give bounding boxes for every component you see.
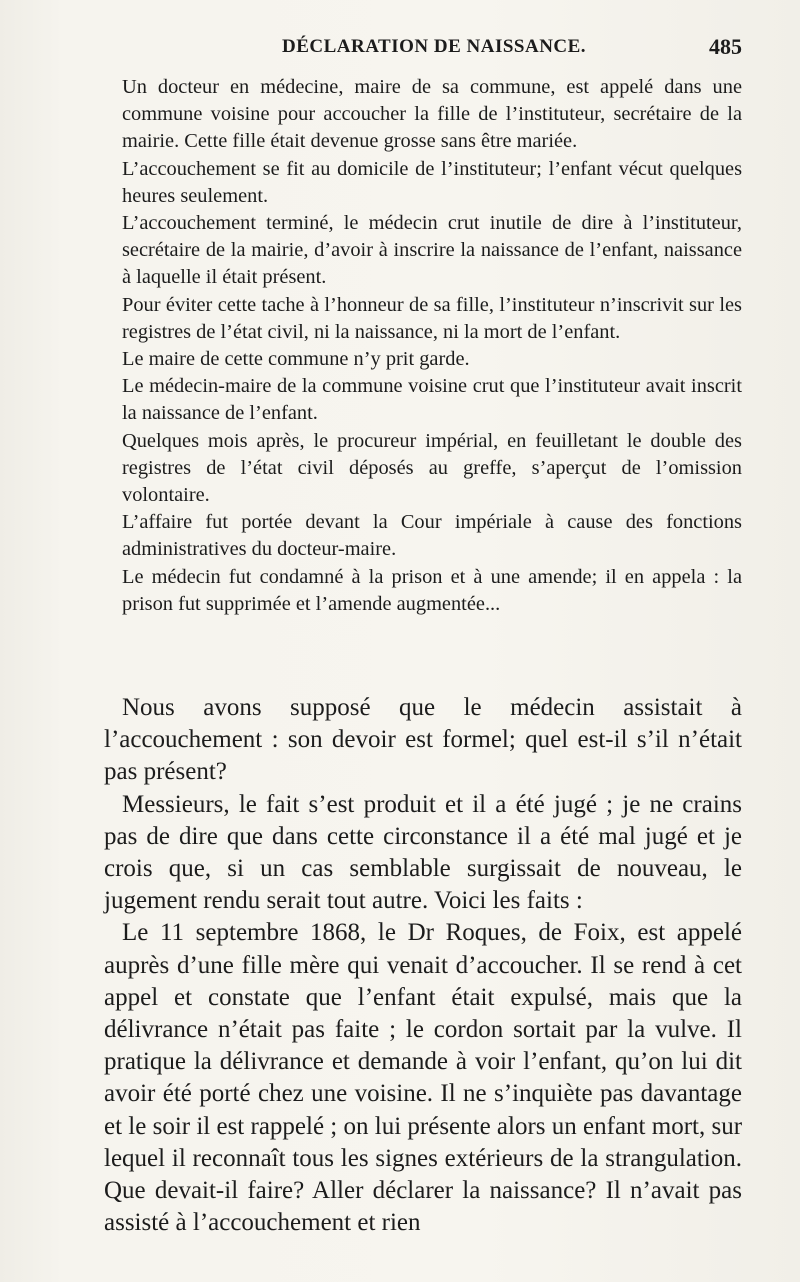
paragraph: L’accouchement se fit au domicile de l’instituteur; l’enfant vécut quelques heures seulement. (122, 157, 742, 207)
main-text-large-type (104, 692, 742, 1239)
paragraph: Le maire de cette commune n’y prit garde. (122, 348, 470, 371)
paragraph: Le médecin-maire de la commune voisine crut que l’instituteur avait inscrit la naissance de l’enfant. (122, 375, 742, 425)
paragraph: Pour éviter cette tache à l’honneur de sa fille, l’instituteur n’inscrivit sur les registres de l’état civil, ni la naissance, ni la mort de l’enfant. (122, 293, 742, 343)
case-narrative-small-type (122, 74, 742, 618)
paragraph: Nous avons supposé que le médecin assistait à l’accouchement : son devoir est formel; quel est-il s’il n’était pas présent? (104, 694, 742, 786)
running-title: DÉCLARATION DE NAISSANCE. (282, 36, 587, 57)
paragraph: L’accouchement terminé, le médecin crut inutile de dire à l’instituteur, secrétaire de la mairie, d’avoir à inscrire la naissance de l’enfant, naissance à laquelle il était présent. (122, 212, 742, 289)
paragraph: Messieurs, le fait s’est produit et il a été jugé ; je ne crains pas de dire que dans cette circonstance il a été mal jugé et je crois que, si un cas semblable surgissait de nouveau, le jugement rendu serait tout autre. Voici les faits : (104, 790, 742, 915)
paragraph: Le 11 septembre 1868, le Dr Roques, de Foix, est appelé auprès d’une fille mère qui venait d’accoucher. Il se rend à cet appel et constate que l’enfant était expulsé, mais que la délivrance n’était pas faite ; le cordon sortait par la vulve. Il pratique la délivrance et demande à voir l’enfant, qu’on lui dit avoir été porté chez une voisine. Il ne s’inquiète pas davantage et le soir il est rappelé ; on lui présente alors un enfant mort, sur lequel il reconnaît tous les signes extérieurs de la strangulation. Que devait-il faire? Aller déclarer la naissance? Il n’avait pas assisté à l’accouchement et rien (104, 919, 743, 1237)
paragraph: L’affaire fut portée devant la Cour impériale à cause des fonctions administratives du docteur-maire. (122, 511, 742, 561)
paragraph: Un docteur en médecine, maire de sa commune, est appelé dans une commune voisine pour accoucher la fille de l’instituteur, secrétaire de la mairie. Cette fille était devenue grosse sans être mariée. (122, 76, 742, 153)
paragraph: Le médecin fut condamné à la prison et à une amende; il en appela : la prison fut supprimée et l’amende augmentée... (122, 565, 742, 615)
paragraph: Quelques mois après, le procureur impérial, en feuilletant le double des registres de l’état civil déposés au greffe, s’aperçut de l’omission volontaire. (122, 429, 742, 507)
page-number: 485 (709, 34, 742, 59)
page-header (112, 36, 742, 66)
